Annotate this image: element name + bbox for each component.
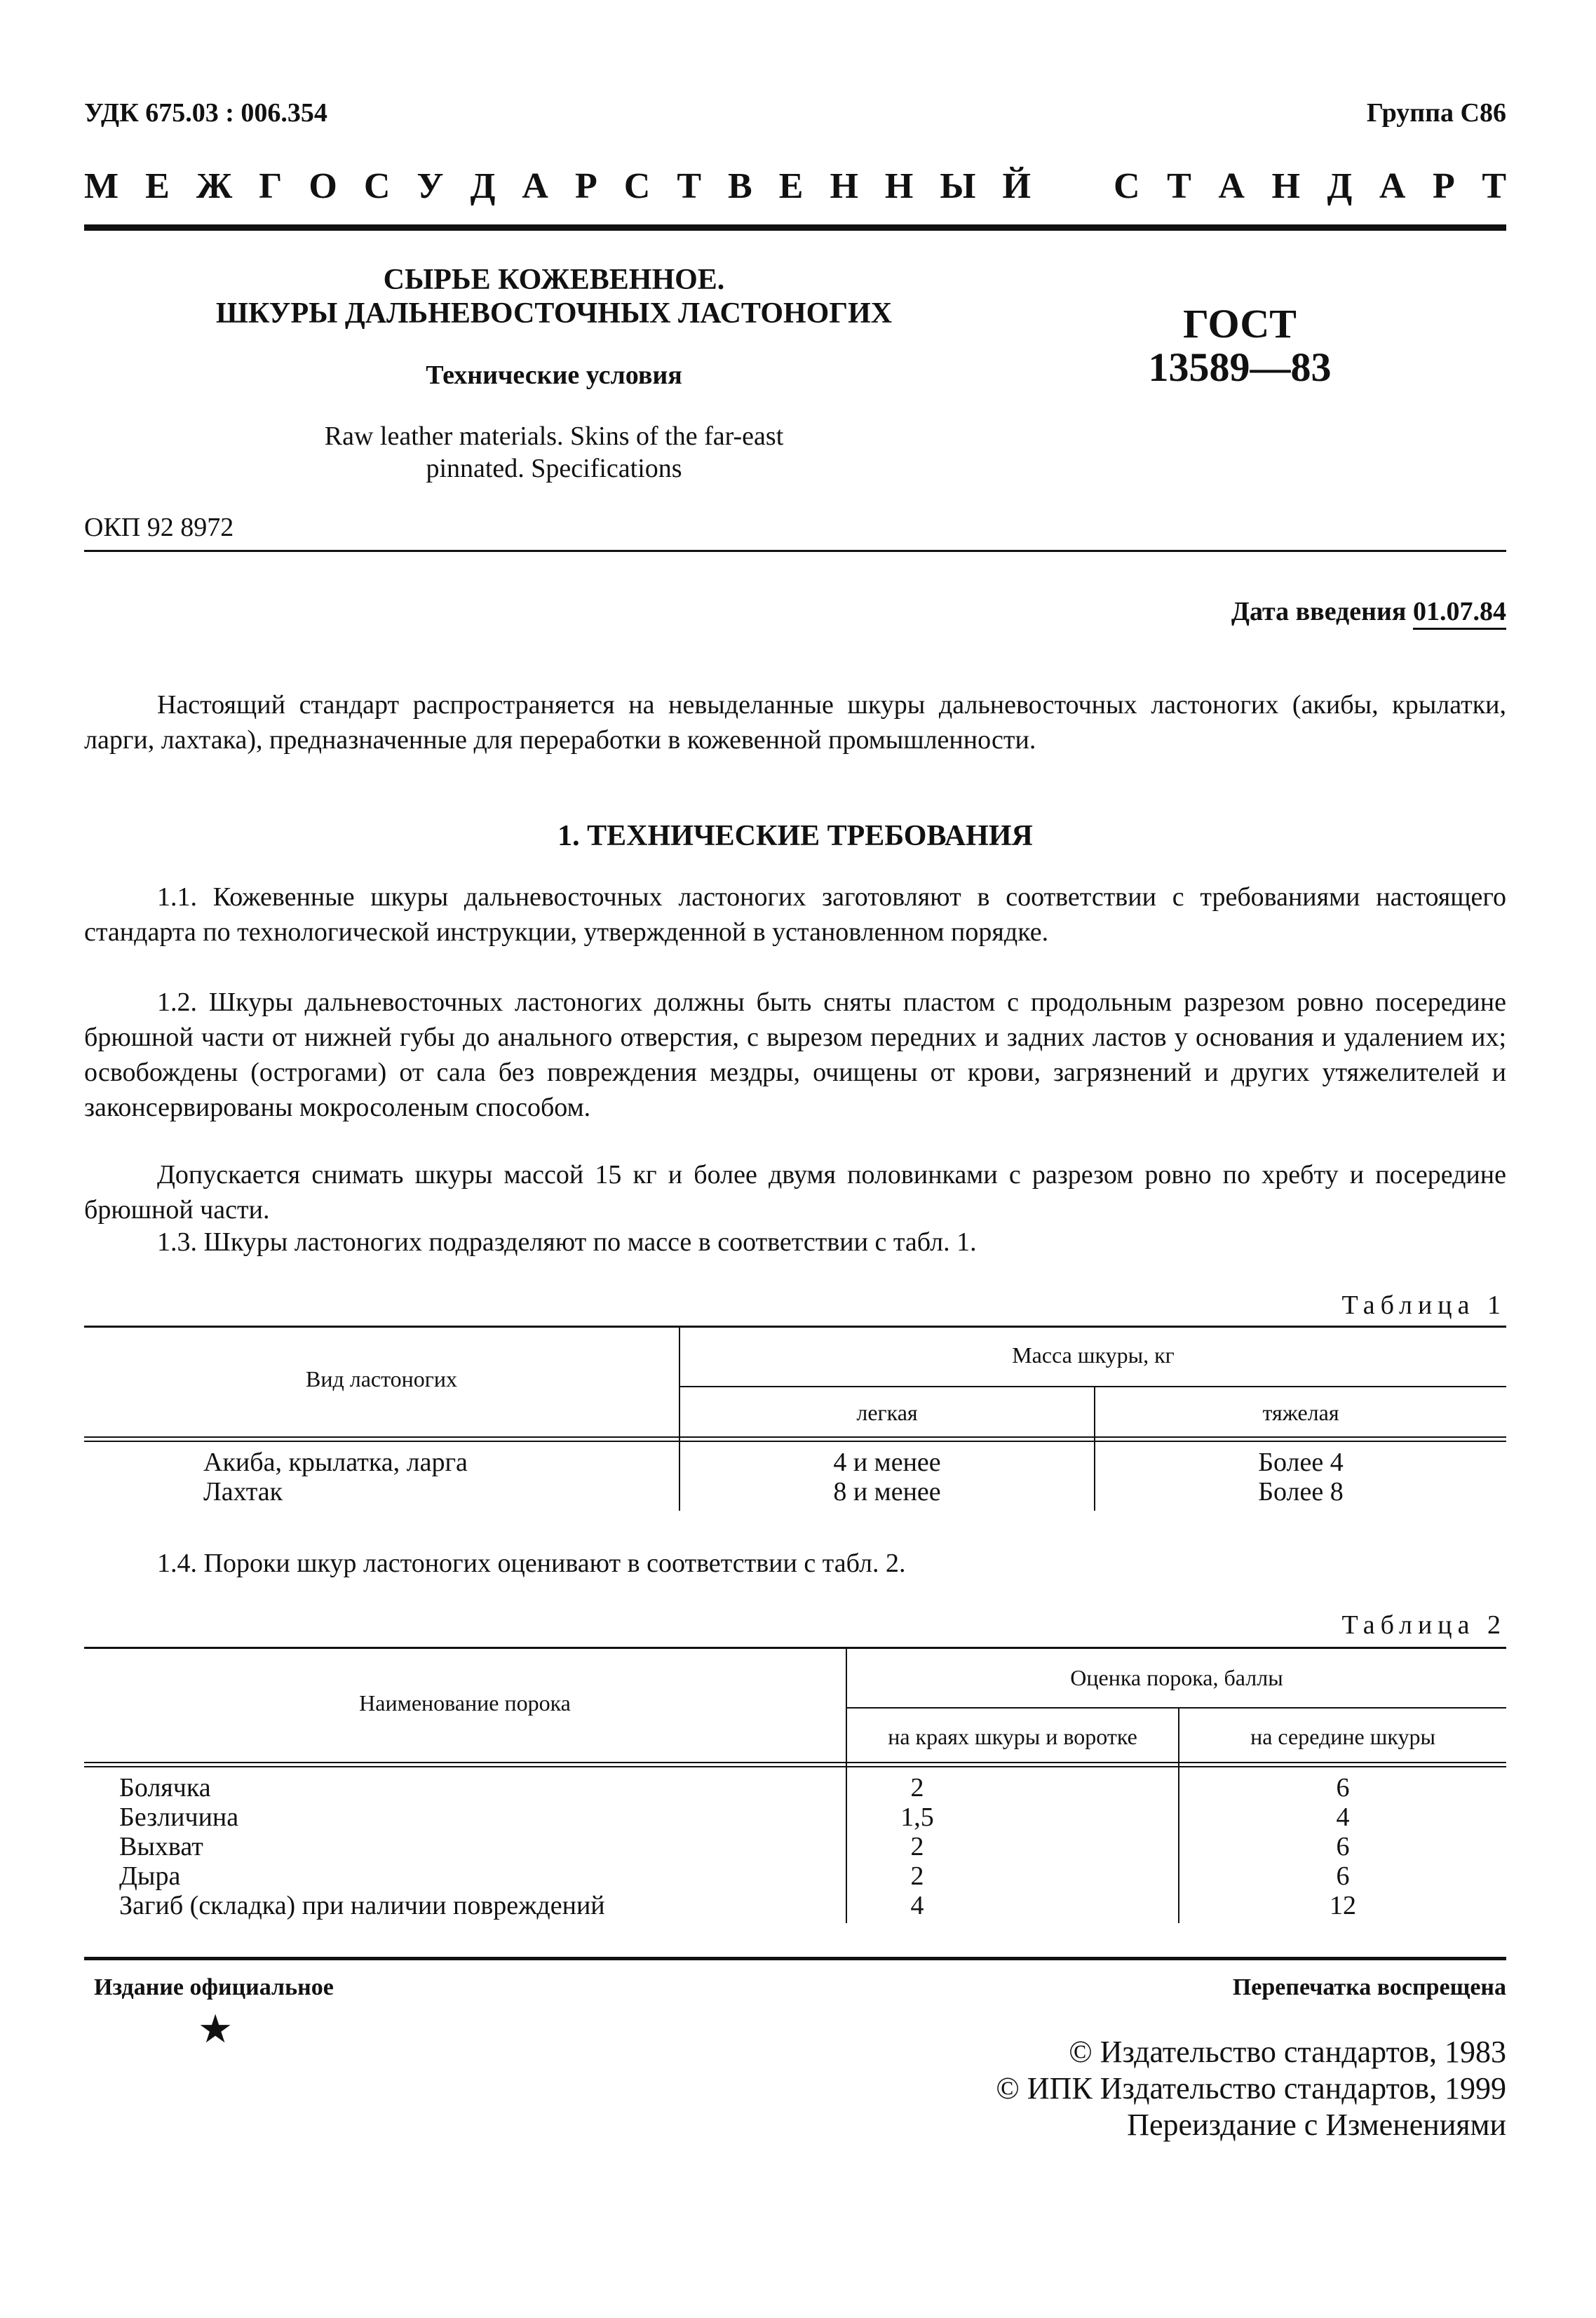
table2-row1-middle: 6 xyxy=(1336,1773,1350,1802)
banner-letter: Е xyxy=(145,166,170,206)
clause-1-4 xyxy=(84,1546,1506,1581)
banner-letter: С xyxy=(623,166,651,206)
table1-row2-heavy: Более 8 xyxy=(1258,1477,1344,1507)
clause-1-3 xyxy=(84,1225,1506,1260)
banner-letter: О xyxy=(309,166,337,206)
table2-row2-edges: 1,5 xyxy=(900,1802,934,1832)
table2-row4-middle: 6 xyxy=(1336,1861,1350,1891)
table2-label: Таблица 2 xyxy=(1341,1610,1506,1640)
date-label: Дата введения xyxy=(1231,597,1407,626)
english-title-line2: pinnated. Specifications xyxy=(426,454,682,483)
table1-row1-heavy: Более 4 xyxy=(1258,1448,1344,1477)
banner-letter: Г xyxy=(259,166,283,206)
table2-col-score: Оценка порока, баллы xyxy=(1070,1665,1283,1690)
banner-letter: В xyxy=(728,166,752,206)
banner-letter: Й xyxy=(1002,166,1031,206)
table1-row2-kind: Лахтак xyxy=(203,1477,283,1507)
table-row xyxy=(84,1477,1506,1507)
header-rule-thick xyxy=(84,224,1506,231)
table-row xyxy=(84,1861,1506,1891)
banner-letter: У xyxy=(417,166,444,206)
table-row xyxy=(84,1802,1506,1832)
introduction-date xyxy=(1231,595,1506,628)
table1-col-light: легкая xyxy=(856,1400,918,1425)
table2-col-middle: на середине шкуры xyxy=(1250,1724,1435,1749)
gost-label: ГОСТ xyxy=(1183,301,1297,346)
table1-col-heavy: тяжелая xyxy=(1262,1400,1339,1425)
table2-row1-name: Болячка xyxy=(119,1773,211,1802)
banner-letter: Р xyxy=(574,166,597,206)
banner-letter: Ж xyxy=(196,166,233,206)
section-heading: 1. ТЕХНИЧЕСКИЕ ТРЕБОВАНИЯ xyxy=(557,820,1033,852)
table2-subheader-rule xyxy=(846,1707,1506,1709)
banner-letter: Т xyxy=(677,166,702,206)
table1-col-mass: Масса шкуры, кг xyxy=(1012,1342,1175,1368)
banner-letter: Ы xyxy=(940,166,976,206)
banner-letter: Н xyxy=(1271,166,1300,206)
table2-row3-middle: 6 xyxy=(1336,1832,1350,1861)
table-row xyxy=(84,1448,1506,1477)
table1-header-rule-b xyxy=(84,1441,1506,1442)
banner-letter: Д xyxy=(470,166,496,206)
clause-1-3-text: 1.3. Шкуры ластоногих подразделяют по массе в соответствии с табл. 1. xyxy=(157,1227,977,1257)
banner-letter: А xyxy=(1218,166,1245,206)
table1-row1-kind: Акиба, крылатка, ларга xyxy=(203,1448,468,1477)
banner-letter: А xyxy=(522,166,548,206)
clause-1-2 xyxy=(84,985,1506,1125)
banner-letter: Н xyxy=(830,166,858,206)
banner-letter: С xyxy=(1114,166,1140,206)
udk-code: УДК 675.03 : 006.354 xyxy=(84,98,327,128)
banner-letter: Н xyxy=(884,166,914,206)
table2-row2-middle: 4 xyxy=(1336,1802,1350,1832)
table2-row3-name: Выхват xyxy=(119,1832,203,1861)
doc-subtitle: Технические условия xyxy=(426,360,682,390)
clause-1-2-note-text: Допускается снимать шкуры массой 15 кг и более двумя половинками с разрезом ровно по хребту и посередине брюшной части. xyxy=(84,1160,1506,1225)
gost-number: 13589—83 xyxy=(1148,344,1332,390)
table2 xyxy=(84,1647,1506,1923)
reissue-note: Переиздание с Изменениями xyxy=(1127,2108,1506,2142)
okp-code: ОКП 92 8972 xyxy=(84,513,234,542)
banner-letter: Р xyxy=(1432,166,1455,206)
banner-interstate xyxy=(84,166,1031,208)
banner-letter: С xyxy=(363,166,391,206)
group-code: Группа С86 xyxy=(1366,98,1506,128)
table1-label: Таблица 1 xyxy=(1341,1291,1506,1320)
doc-title-line2: ШКУРЫ ДАЛЬНЕВОСТОЧНЫХ ЛАСТОНОГИХ xyxy=(215,297,893,330)
okp-rule xyxy=(84,550,1506,552)
table2-row5-edges: 4 xyxy=(910,1891,924,1920)
banner-letter: М xyxy=(84,166,119,206)
table2-top-rule xyxy=(84,1647,1506,1649)
intro-text: Настоящий стандарт распространяется на невыделанные шкуры дальневосточных ластоногих (акибы, крылатки, ларги, лахтака), предназначенные для переработки в кожевенной промышленности. xyxy=(84,690,1506,755)
banner-letter: А xyxy=(1379,166,1406,206)
intro-paragraph xyxy=(84,687,1506,757)
footer-rule xyxy=(84,1957,1506,1960)
clause-1-4-text: 1.4. Пороки шкур ластоногих оценивают в соответствии с табл. 2. xyxy=(157,1549,906,1578)
table1-col-kind: Вид ластоногих xyxy=(305,1366,458,1392)
copyright-1999: © ИПК Издательство стандартов, 1999 xyxy=(996,2071,1506,2105)
clause-1-2-text: 1.2. Шкуры дальневосточных ластоногих должны быть сняты пластом с продольным разрезом ровно посередине брюшной части от нижней губы до анального отверстия, с вырезом передних и задних ластов у основания и удалением их; освобождены (острогами) от сала без повреждения мездры, очищены от крови, загрязнений и других утяжелителей и законсервированы мокросоленым способом. xyxy=(84,988,1506,1122)
english-title-line1: Raw leather materials. Skins of the far-east xyxy=(324,422,784,451)
table2-header-rule-b xyxy=(84,1766,1506,1767)
banner-letter: Е xyxy=(778,166,804,206)
official-edition: Издание официальное xyxy=(94,1974,334,2000)
banner-letter: Т xyxy=(1482,166,1506,206)
banner-standard xyxy=(1114,166,1506,208)
table1-header-rule-a xyxy=(84,1436,1506,1438)
date-value: 01.07.84 xyxy=(1413,597,1506,630)
table2-header-rule-a xyxy=(84,1762,1506,1763)
banner-letter: Т xyxy=(1167,166,1191,206)
clause-1-1 xyxy=(84,880,1506,950)
table2-col-edges: на краях шкуры и воротке xyxy=(888,1724,1137,1749)
star-icon: ★ xyxy=(198,2008,234,2051)
table1 xyxy=(84,1326,1506,1511)
table-row xyxy=(84,1832,1506,1861)
copyright-1983: © Издательство стандартов, 1983 xyxy=(1069,2035,1506,2069)
table1-subheader-rule xyxy=(679,1386,1506,1387)
doc-title-line1: СЫРЬЕ КОЖЕВЕННОЕ. xyxy=(383,264,725,296)
table1-row1-light: 4 и менее xyxy=(833,1448,941,1477)
banner-letter: Д xyxy=(1327,166,1353,206)
table1-row2-light: 8 и менее xyxy=(833,1477,941,1507)
table2-row4-name: Дыра xyxy=(119,1861,181,1891)
table1-top-rule xyxy=(84,1326,1506,1328)
table2-row3-edges: 2 xyxy=(910,1832,924,1861)
reprint-prohibited: Перепечатка воспрещена xyxy=(1232,1974,1506,2000)
clause-1-2-note xyxy=(84,1157,1506,1227)
table2-row4-edges: 2 xyxy=(910,1861,924,1891)
clause-1-1-text: 1.1. Кожевенные шкуры дальневосточных ластоногих заготовляют в соответствии с требованиями настоящего стандарта по технологической инструкции, утвержденной в установленном порядке. xyxy=(84,882,1506,947)
table2-row5-name: Загиб (складка) при наличии повреждений xyxy=(119,1891,605,1920)
table2-row2-name: Безличина xyxy=(119,1802,239,1832)
table2-col-name: Наименование порока xyxy=(359,1690,571,1716)
table2-row5-middle: 12 xyxy=(1330,1891,1356,1920)
table-row xyxy=(84,1773,1506,1802)
table-row xyxy=(84,1891,1506,1920)
table2-row1-edges: 2 xyxy=(910,1773,924,1802)
